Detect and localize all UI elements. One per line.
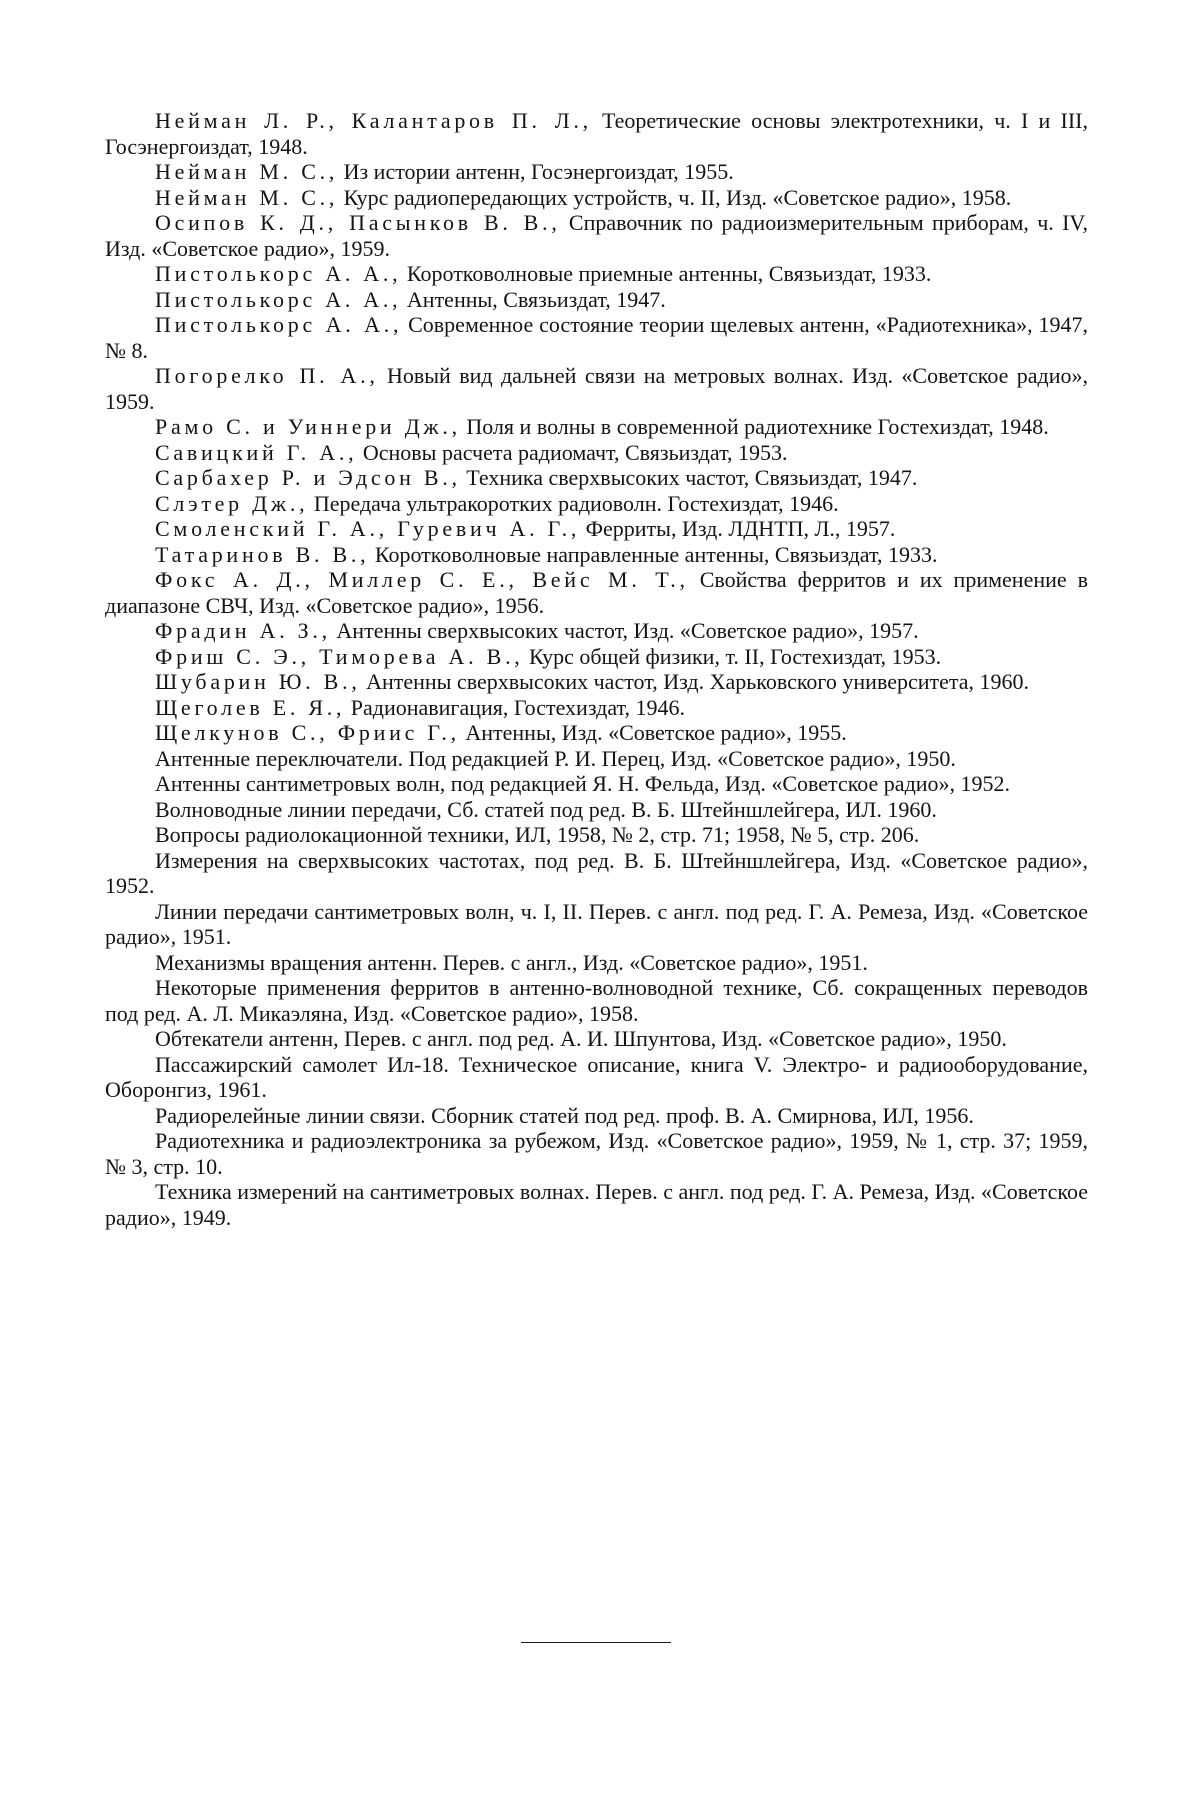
bibliography-entry	[105, 746, 1088, 772]
bibliography-entry	[105, 516, 1088, 542]
end-rule	[521, 1642, 671, 1643]
entry-authors: Слэтер Дж.,	[155, 490, 309, 516]
entry-text: Техника измерений на сантиметровых волнах. Перев. с англ. под ред. Г. А. Ремеза, Изд. «Советское радио», 1949.	[105, 1179, 1088, 1230]
entry-text: Пассажирский самолет Ил-18. Техническое описание, книга V. Электро- и радиооборудование, Оборонгиз, 1961.	[105, 1051, 1088, 1102]
entry-text: Антенны, Связьиздат, 1947.	[401, 286, 666, 312]
entry-text: Коротковолновые направленные антенны, Связьиздат, 1933.	[369, 541, 938, 567]
entry-authors: Нейман Л. Р., Калантаров П. Л.,	[155, 108, 592, 133]
bibliography-entry	[105, 771, 1088, 797]
entry-authors: Пистолькорс А. А.,	[155, 261, 402, 286]
bibliography-entry	[105, 108, 1088, 159]
entry-authors: Нейман М. С.,	[155, 159, 339, 184]
bibliography-entry	[105, 1179, 1088, 1230]
bibliography-entry	[105, 465, 1088, 491]
bibliography-entry	[105, 1103, 1088, 1129]
entry-text: Вопросы радиолокационной техники, ИЛ, 1958, № 2, стр. 71; 1958, № 5, стр. 206.	[155, 822, 920, 847]
bibliography-entry	[105, 491, 1088, 517]
entry-text: Механизмы вращения антенн. Перев. с англ., Изд. «Советское радио», 1951.	[155, 949, 868, 975]
bibliography-entry	[105, 185, 1088, 211]
entry-text: Антенны сантиметровых волн, под редакцией Я. Н. Фельда, Изд. «Советское радио», 1952.	[155, 771, 1011, 796]
bibliography-entry	[105, 1052, 1088, 1103]
bibliography-entry	[105, 287, 1088, 313]
bibliography-entry	[105, 312, 1088, 363]
entry-authors: Щеголев Е. Я.,	[155, 694, 346, 720]
bibliography-entry	[105, 261, 1088, 287]
entry-text: Поля и волны в современной радиотехнике Гостехиздат, 1948.	[460, 414, 1049, 439]
bibliography-entry	[105, 720, 1088, 746]
entry-authors: Пистолькорс А. А.,	[155, 312, 403, 337]
entry-authors: Татаринов В. В.,	[155, 541, 370, 567]
entry-text: Современное состояние теории щелевых антенн, «Радиотехника», 1947, № 8.	[105, 312, 1088, 363]
bibliography-entry	[105, 210, 1088, 261]
entry-authors: Савицкий Г. А.,	[155, 439, 358, 465]
entry-text: Курс общей физики, т. II, Гостехиздат, 1953.	[523, 643, 942, 669]
entry-text: Теоретические основы электротехники, ч. I и III, Госэнергоиздат, 1948.	[105, 108, 1088, 159]
entry-text: Антенны сверхвысоких частот, Изд. Харьковского университета, 1960.	[360, 669, 1030, 694]
entry-text: Курс радиопередающих устройств, ч. II, Изд. «Советское радио», 1958.	[338, 184, 1012, 210]
bibliography-entry	[105, 363, 1088, 414]
entry-text: Новый вид дальней связи на метровых волнах. Изд. «Советское радио», 1959.	[105, 363, 1088, 414]
entry-authors: Сарбахер Р. и Эдсон В.,	[155, 465, 461, 490]
entry-authors: Щелкунов С., Фриис Г.,	[155, 720, 460, 745]
entry-authors: Смоленский Г. А., Гуревич А. Г.,	[155, 516, 581, 541]
entry-authors: Фокс А. Д., Миллер С. Е., Вейс М. Т.,	[155, 567, 689, 592]
bibliography-entry	[105, 695, 1088, 721]
entry-text: Радионавигация, Гостехиздат, 1946.	[345, 694, 685, 720]
entry-text: Антенны сверхвысоких частот, Изд. «Советское радио», 1957.	[330, 618, 919, 643]
bibliography-entry	[105, 414, 1088, 440]
bibliography-entry	[105, 542, 1088, 568]
entry-text: Основы расчета радиомачт, Связьиздат, 1953.	[357, 439, 788, 465]
entry-text: Антенны, Изд. «Советское радио», 1955.	[459, 720, 847, 745]
bibliography-entry	[105, 618, 1088, 644]
entry-text: Антенные переключатели. Под редакцией Р. И. Перец, Изд. «Советское радио», 1950.	[155, 745, 956, 771]
bibliography-entry	[105, 159, 1088, 185]
entry-authors: Нейман М. С.,	[155, 184, 339, 210]
entry-text: Передача ультракоротких радиоволн. Гостехиздат, 1946.	[308, 490, 839, 516]
bibliography-entry	[105, 669, 1088, 695]
bibliography-entry	[105, 797, 1088, 823]
entry-text: Коротковолновые приемные антенны, Связьиздат, 1933.	[401, 261, 932, 286]
entry-text: Волноводные линии передачи, Сб. статей под ред. В. Б. Штейншлейгера, ИЛ. 1960.	[155, 796, 937, 822]
bibliography-entry	[105, 440, 1088, 466]
entry-authors: Шубарин Ю. В.,	[155, 669, 361, 694]
entry-authors: Пистолькорс А. А.,	[155, 286, 402, 312]
entry-text: Справочник по радиоизмерительным приборам, ч. IV, Изд. «Советское радио», 1959.	[105, 210, 1088, 261]
entry-text: Измерения на сверхвысоких частотах, под ред. В. Б. Штейншлейгера, Изд. «Советское радио», 1952.	[105, 847, 1088, 898]
bibliography-entry	[105, 950, 1088, 976]
entry-text: Радиорелейные линии связи. Сборник статей под ред. проф. В. А. Смирнова, ИЛ, 1956.	[155, 1102, 974, 1128]
entry-text: Техника сверхвысоких частот, Связьиздат, 1947.	[460, 465, 918, 490]
bibliography-entry	[105, 975, 1088, 1026]
bibliography-entry	[105, 567, 1088, 618]
entry-text: Из истории антенн, Госэнергоиздат, 1955.	[338, 159, 734, 184]
entry-authors: Осипов К. Д., Пасынков В. В.,	[155, 210, 561, 235]
bibliography-entry	[105, 848, 1088, 899]
bibliography-entry	[105, 899, 1088, 950]
bibliography-list	[105, 108, 1088, 1230]
entry-authors: Фриш С. Э., Тиморева А. В.,	[155, 643, 524, 669]
entry-text: Радиотехника и радиоэлектроника за рубежом, Изд. «Советское радио», 1959, № 1, стр. 37; 1959, № 3, стр. 10.	[105, 1128, 1088, 1179]
entry-authors: Рамо С. и Уиннери Дж.,	[155, 414, 461, 439]
bibliography-entry	[105, 644, 1088, 670]
entry-authors: Фрадин А. З.,	[155, 618, 331, 643]
bibliography-entry	[105, 1128, 1088, 1179]
entry-authors: Погорелко П. А.,	[155, 363, 379, 388]
entry-text: Линии передачи сантиметровых волн, ч. I, II. Перев. с англ. под ред. Г. А. Ремеза, Изд. «Советское радио», 1951.	[105, 898, 1088, 949]
entry-text: Некоторые применения ферритов в антенно-волноводной технике, Сб. сокращенных переводов под ред. А. Л. Микаэляна, Изд. «Советское радио», 1958.	[105, 975, 1088, 1026]
entry-text: Ферриты, Изд. ЛДНТП, Л., 1957.	[580, 516, 896, 541]
bibliography-entry	[105, 822, 1088, 848]
entry-text: Обтекатели антенн, Перев. с англ. под ред. А. И. Шпунтова, Изд. «Советское радио», 1950.	[155, 1026, 1007, 1051]
entry-text: Свойства ферритов и их применение в диапазоне СВЧ, Изд. «Советское радио», 1956.	[105, 567, 1088, 618]
bibliography-entry	[105, 1026, 1088, 1052]
